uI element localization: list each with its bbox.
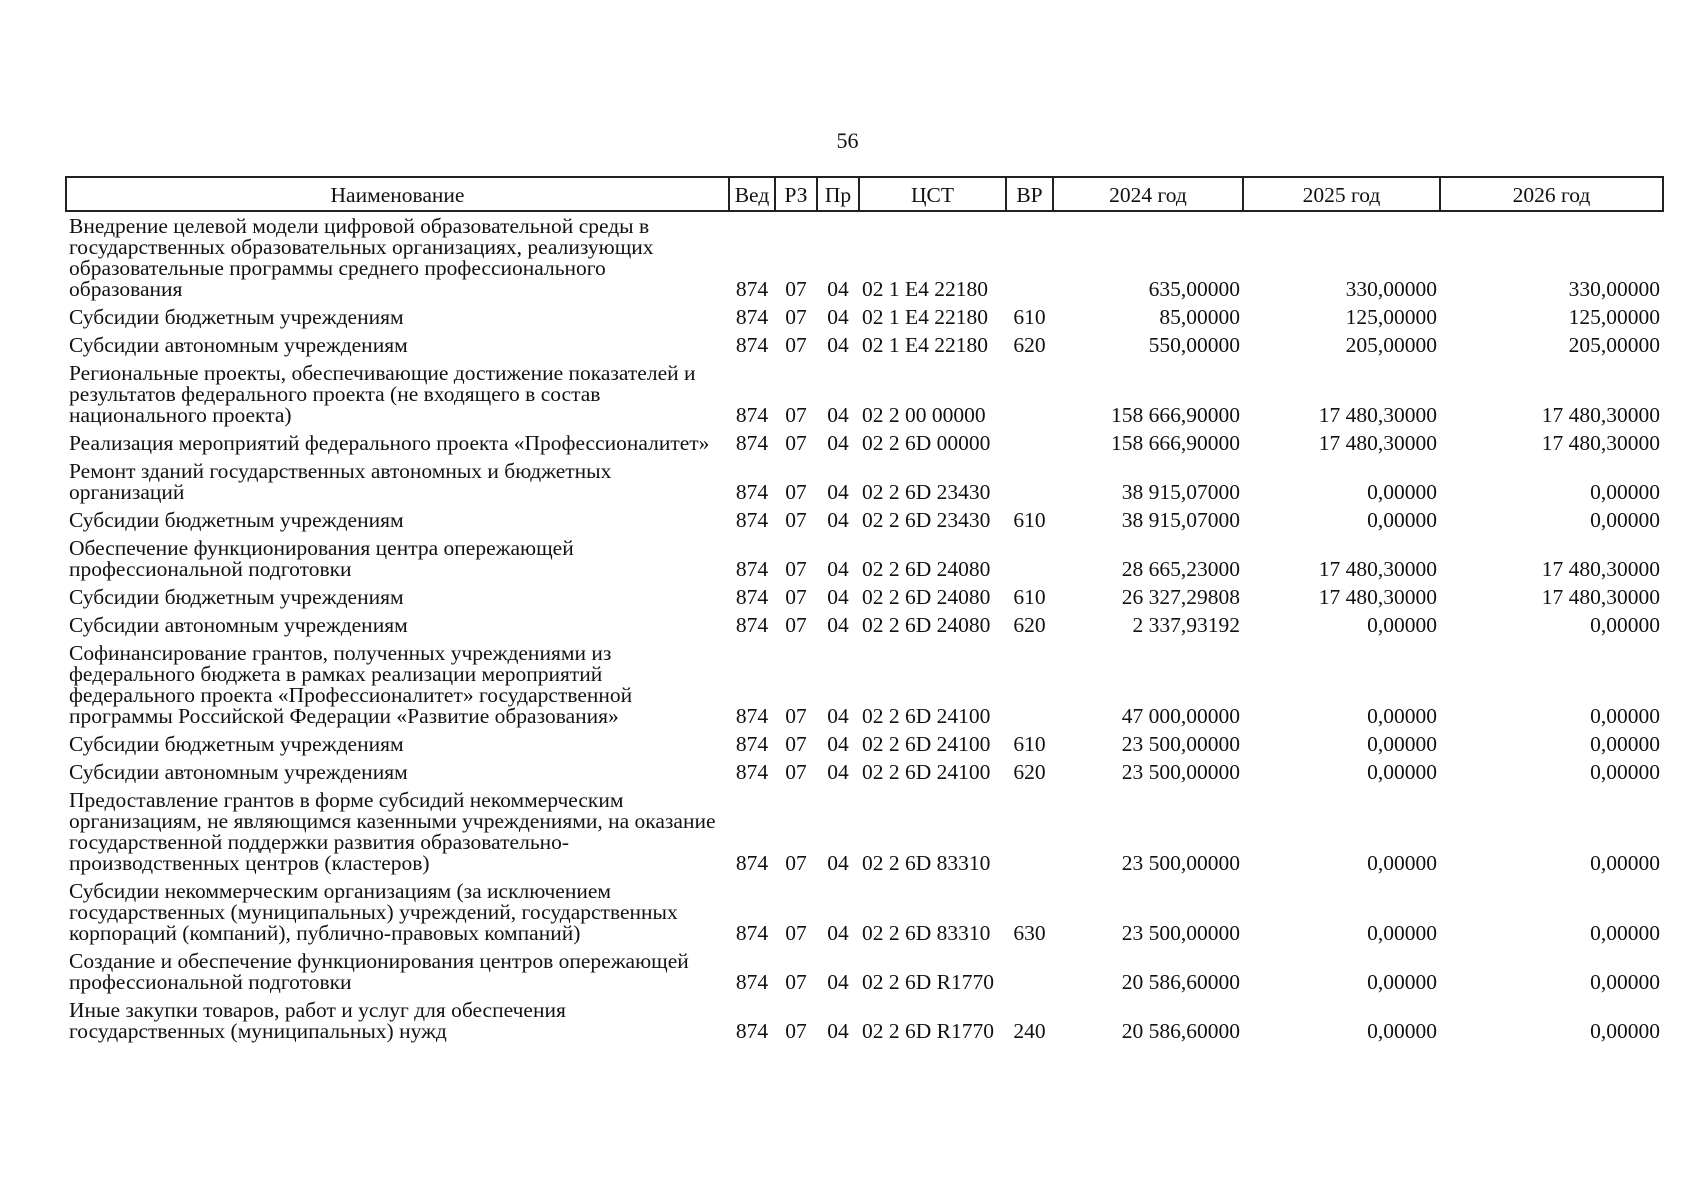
cell-2024: 23 500,00000 bbox=[1121, 760, 1240, 784]
cell-2026: 0,00000 bbox=[1590, 921, 1660, 945]
cell-rz: 07 bbox=[785, 760, 807, 784]
header-vr: ВР bbox=[1006, 177, 1053, 211]
cell-vr bbox=[1006, 457, 1053, 506]
table-row bbox=[66, 457, 1663, 506]
cell-2026: 0,00000 bbox=[1590, 851, 1660, 875]
header-2024: 2024 год bbox=[1053, 177, 1243, 211]
cell-pr: 04 bbox=[827, 508, 849, 532]
cell-2026: 205,00000 bbox=[1568, 333, 1660, 357]
table-body bbox=[66, 211, 1663, 1045]
cell-rz: 07 bbox=[785, 970, 807, 994]
cell-pr: 04 bbox=[827, 704, 849, 728]
cell-rz: 07 bbox=[785, 277, 807, 301]
cell-vr: 620 bbox=[1013, 613, 1046, 637]
cell-pr: 04 bbox=[827, 760, 849, 784]
cell-vr: 610 bbox=[1013, 305, 1046, 329]
cell-2025: 0,00000 bbox=[1367, 921, 1437, 945]
cell-rz: 07 bbox=[785, 921, 807, 945]
cell-vr: 620 bbox=[1013, 333, 1046, 357]
cell-cst: 02 2 6D 00000 bbox=[862, 431, 991, 455]
cell-name: Субсидии бюджетным учреждениям bbox=[69, 732, 404, 756]
header-name: Наименование bbox=[66, 177, 729, 211]
cell-2024: 28 665,23000 bbox=[1121, 557, 1240, 581]
cell-pr: 04 bbox=[827, 732, 849, 756]
cell-rz: 07 bbox=[785, 508, 807, 532]
cell-ved: 874 bbox=[735, 277, 769, 301]
cell-2026: 330,00000 bbox=[1568, 277, 1660, 301]
cell-2024: 2 337,93192 bbox=[1132, 613, 1240, 637]
cell-2025: 17 480,30000 bbox=[1318, 585, 1437, 609]
table-row bbox=[66, 211, 1663, 303]
cell-rz: 07 bbox=[785, 585, 807, 609]
cell-2025: 0,00000 bbox=[1367, 480, 1437, 504]
cell-pr: 04 bbox=[827, 480, 849, 504]
cell-2025: 205,00000 bbox=[1345, 333, 1437, 357]
cell-ved: 874 bbox=[735, 970, 769, 994]
cell-cst: 02 2 6D 24080 bbox=[862, 613, 991, 637]
cell-2026: 0,00000 bbox=[1590, 613, 1660, 637]
table-row bbox=[66, 331, 1663, 359]
cell-cst: 02 2 6D 24100 bbox=[862, 704, 991, 728]
cell-2025: 125,00000 bbox=[1345, 305, 1437, 329]
cell-ved: 874 bbox=[735, 508, 769, 532]
cell-2026: 0,00000 bbox=[1590, 732, 1660, 756]
cell-2026: 0,00000 bbox=[1590, 1019, 1660, 1043]
cell-name: Региональные проекты, обеспечивающие достижение показателей и результатов федерального проекта (не входящего в состав национального проекта) bbox=[69, 361, 696, 427]
cell-name: Субсидии бюджетным учреждениям bbox=[69, 305, 404, 329]
cell-name: Субсидии автономным учреждениям bbox=[69, 760, 408, 784]
cell-cst: 02 1 E4 22180 bbox=[862, 333, 989, 357]
table-row bbox=[66, 786, 1663, 877]
cell-vr bbox=[1006, 786, 1053, 877]
cell-vr: 610 bbox=[1013, 508, 1046, 532]
cell-name: Реализация мероприятий федерального проекта «Профессионалитет» bbox=[69, 431, 710, 455]
cell-2025: 330,00000 bbox=[1345, 277, 1437, 301]
budget-table bbox=[65, 176, 1664, 1045]
cell-name: Субсидии автономным учреждениям bbox=[69, 613, 408, 637]
cell-rz: 07 bbox=[785, 851, 807, 875]
cell-vr: 630 bbox=[1013, 921, 1046, 945]
cell-2025: 17 480,30000 bbox=[1318, 557, 1437, 581]
cell-vr bbox=[1006, 639, 1053, 730]
table-header-row bbox=[66, 177, 1663, 211]
cell-ved: 874 bbox=[735, 557, 769, 581]
cell-ved: 874 bbox=[735, 851, 769, 875]
cell-2025: 0,00000 bbox=[1367, 613, 1437, 637]
cell-cst: 02 2 6D 23430 bbox=[862, 480, 991, 504]
cell-rz: 07 bbox=[785, 305, 807, 329]
cell-2026: 0,00000 bbox=[1590, 760, 1660, 784]
cell-cst: 02 2 6D 83310 bbox=[862, 921, 991, 945]
cell-2024: 20 586,60000 bbox=[1121, 970, 1240, 994]
cell-pr: 04 bbox=[827, 431, 849, 455]
cell-name: Создание и обеспечение функционирования центров опережающей профессиональной подготовки bbox=[69, 949, 689, 994]
table-row bbox=[66, 611, 1663, 639]
cell-name: Субсидии бюджетным учреждениям bbox=[69, 585, 404, 609]
table-row bbox=[66, 996, 1663, 1045]
table-row bbox=[66, 758, 1663, 786]
cell-rz: 07 bbox=[785, 403, 807, 427]
table-row bbox=[66, 534, 1663, 583]
cell-rz: 07 bbox=[785, 704, 807, 728]
cell-cst: 02 2 6D 83310 bbox=[862, 851, 991, 875]
cell-rz: 07 bbox=[785, 557, 807, 581]
cell-cst: 02 2 6D 23430 bbox=[862, 508, 991, 532]
cell-ved: 874 bbox=[735, 1019, 769, 1043]
cell-name: Субсидии автономным учреждениям bbox=[69, 333, 408, 357]
cell-vr: 610 bbox=[1013, 732, 1046, 756]
cell-vr bbox=[1006, 359, 1053, 429]
cell-ved: 874 bbox=[735, 431, 769, 455]
cell-ved: 874 bbox=[735, 333, 769, 357]
header-2025: 2025 год bbox=[1243, 177, 1440, 211]
cell-cst: 02 1 E4 22180 bbox=[862, 277, 989, 301]
cell-cst: 02 2 6D 24080 bbox=[862, 585, 991, 609]
cell-cst: 02 2 6D 24080 bbox=[862, 557, 991, 581]
cell-pr: 04 bbox=[827, 403, 849, 427]
cell-rz: 07 bbox=[785, 480, 807, 504]
cell-2026: 17 480,30000 bbox=[1541, 431, 1660, 455]
cell-2025: 0,00000 bbox=[1367, 970, 1437, 994]
table-row bbox=[66, 359, 1663, 429]
table-row bbox=[66, 639, 1663, 730]
cell-rz: 07 bbox=[785, 732, 807, 756]
cell-rz: 07 bbox=[785, 333, 807, 357]
cell-ved: 874 bbox=[735, 585, 769, 609]
cell-name: Обеспечение функционирования центра опережающей профессиональной подготовки bbox=[69, 536, 574, 581]
cell-2024: 47 000,00000 bbox=[1121, 704, 1240, 728]
cell-cst: 02 2 00 00000 bbox=[862, 403, 986, 427]
cell-2026: 17 480,30000 bbox=[1541, 557, 1660, 581]
cell-2024: 158 666,90000 bbox=[1111, 403, 1240, 427]
cell-2026: 0,00000 bbox=[1590, 508, 1660, 532]
cell-rz: 07 bbox=[785, 613, 807, 637]
cell-ved: 874 bbox=[735, 305, 769, 329]
cell-2025: 0,00000 bbox=[1367, 1019, 1437, 1043]
cell-2024: 23 500,00000 bbox=[1121, 921, 1240, 945]
cell-ved: 874 bbox=[735, 613, 769, 637]
page-number: 56 bbox=[836, 128, 859, 153]
cell-rz: 07 bbox=[785, 431, 807, 455]
cell-ved: 874 bbox=[735, 403, 769, 427]
cell-2025: 0,00000 bbox=[1367, 732, 1437, 756]
header-2026: 2026 год bbox=[1440, 177, 1663, 211]
cell-2024: 38 915,07000 bbox=[1121, 508, 1240, 532]
cell-pr: 04 bbox=[827, 921, 849, 945]
cell-2026: 0,00000 bbox=[1590, 970, 1660, 994]
table-row bbox=[66, 947, 1663, 996]
cell-vr: 240 bbox=[1013, 1019, 1046, 1043]
cell-2026: 0,00000 bbox=[1590, 480, 1660, 504]
cell-vr bbox=[1006, 211, 1053, 303]
header-pr: Пр bbox=[817, 177, 859, 211]
cell-2024: 23 500,00000 bbox=[1121, 851, 1240, 875]
cell-cst: 02 2 6D R1770 bbox=[862, 1019, 994, 1043]
table-row bbox=[66, 303, 1663, 331]
cell-name: Софинансирование грантов, полученных учреждениями из федерального бюджета в рамках реализации мероприятий федерального проекта «Профессионалитет» государственной программы Российской Федерации «Развитие образования» bbox=[69, 641, 633, 728]
cell-2025: 0,00000 bbox=[1367, 704, 1437, 728]
cell-pr: 04 bbox=[827, 333, 849, 357]
cell-2024: 550,00000 bbox=[1148, 333, 1240, 357]
header-ved: Вед bbox=[729, 177, 775, 211]
cell-2024: 20 586,60000 bbox=[1121, 1019, 1240, 1043]
cell-2024: 635,00000 bbox=[1148, 277, 1240, 301]
cell-2026: 17 480,30000 bbox=[1541, 585, 1660, 609]
cell-pr: 04 bbox=[827, 1019, 849, 1043]
cell-cst: 02 1 E4 22180 bbox=[862, 305, 989, 329]
cell-2025: 17 480,30000 bbox=[1318, 403, 1437, 427]
cell-2024: 26 327,29808 bbox=[1121, 585, 1240, 609]
cell-2024: 38 915,07000 bbox=[1121, 480, 1240, 504]
cell-vr: 610 bbox=[1013, 585, 1046, 609]
cell-cst: 02 2 6D 24100 bbox=[862, 732, 991, 756]
cell-cst: 02 2 6D 24100 bbox=[862, 760, 991, 784]
cell-2024: 23 500,00000 bbox=[1121, 732, 1240, 756]
cell-2026: 125,00000 bbox=[1568, 305, 1660, 329]
cell-vr bbox=[1006, 534, 1053, 583]
cell-rz: 07 bbox=[785, 1019, 807, 1043]
cell-cst: 02 2 6D R1770 bbox=[862, 970, 994, 994]
cell-2025: 0,00000 bbox=[1367, 851, 1437, 875]
cell-pr: 04 bbox=[827, 305, 849, 329]
table-row bbox=[66, 506, 1663, 534]
cell-2026: 17 480,30000 bbox=[1541, 403, 1660, 427]
header-cst: ЦСТ bbox=[859, 177, 1006, 211]
header-rz: РЗ bbox=[775, 177, 817, 211]
cell-pr: 04 bbox=[827, 277, 849, 301]
cell-pr: 04 bbox=[827, 557, 849, 581]
cell-name: Предоставление грантов в форме субсидий некоммерческим организациям, не являющимся казенными учреждениями, на оказание государственной поддержки развития образовательно-производственных центров (кластеров) bbox=[69, 788, 716, 875]
cell-vr: 620 bbox=[1013, 760, 1046, 784]
cell-pr: 04 bbox=[827, 851, 849, 875]
table-row bbox=[66, 730, 1663, 758]
cell-vr bbox=[1006, 947, 1053, 996]
cell-2024: 85,00000 bbox=[1159, 305, 1240, 329]
cell-ved: 874 bbox=[735, 921, 769, 945]
cell-pr: 04 bbox=[827, 970, 849, 994]
cell-name: Иные закупки товаров, работ и услуг для обеспечения государственных (муниципальных) нужд bbox=[69, 998, 566, 1043]
cell-pr: 04 bbox=[827, 613, 849, 637]
cell-ved: 874 bbox=[735, 704, 769, 728]
table-row bbox=[66, 877, 1663, 947]
cell-vr bbox=[1006, 429, 1053, 457]
cell-2025: 17 480,30000 bbox=[1318, 431, 1437, 455]
cell-pr: 04 bbox=[827, 585, 849, 609]
cell-2025: 0,00000 bbox=[1367, 508, 1437, 532]
cell-name: Ремонт зданий государственных автономных и бюджетных организаций bbox=[69, 459, 612, 504]
cell-2025: 0,00000 bbox=[1367, 760, 1437, 784]
cell-ved: 874 bbox=[735, 732, 769, 756]
table-row bbox=[66, 583, 1663, 611]
cell-ved: 874 bbox=[735, 480, 769, 504]
cell-name: Субсидии некоммерческим организациям (за исключением государственных (муниципальных) учреждений, государственных корпораций (компаний), публично-правовых компаний) bbox=[69, 879, 678, 945]
cell-2024: 158 666,90000 bbox=[1111, 431, 1240, 455]
cell-name: Внедрение целевой модели цифровой образовательной среды в государственных образовательных организациях, реализующих образовательные программы среднего профессионального образования bbox=[69, 214, 654, 301]
cell-name: Субсидии бюджетным учреждениям bbox=[69, 508, 404, 532]
cell-ved: 874 bbox=[735, 760, 769, 784]
cell-2026: 0,00000 bbox=[1590, 704, 1660, 728]
table-row bbox=[66, 429, 1663, 457]
